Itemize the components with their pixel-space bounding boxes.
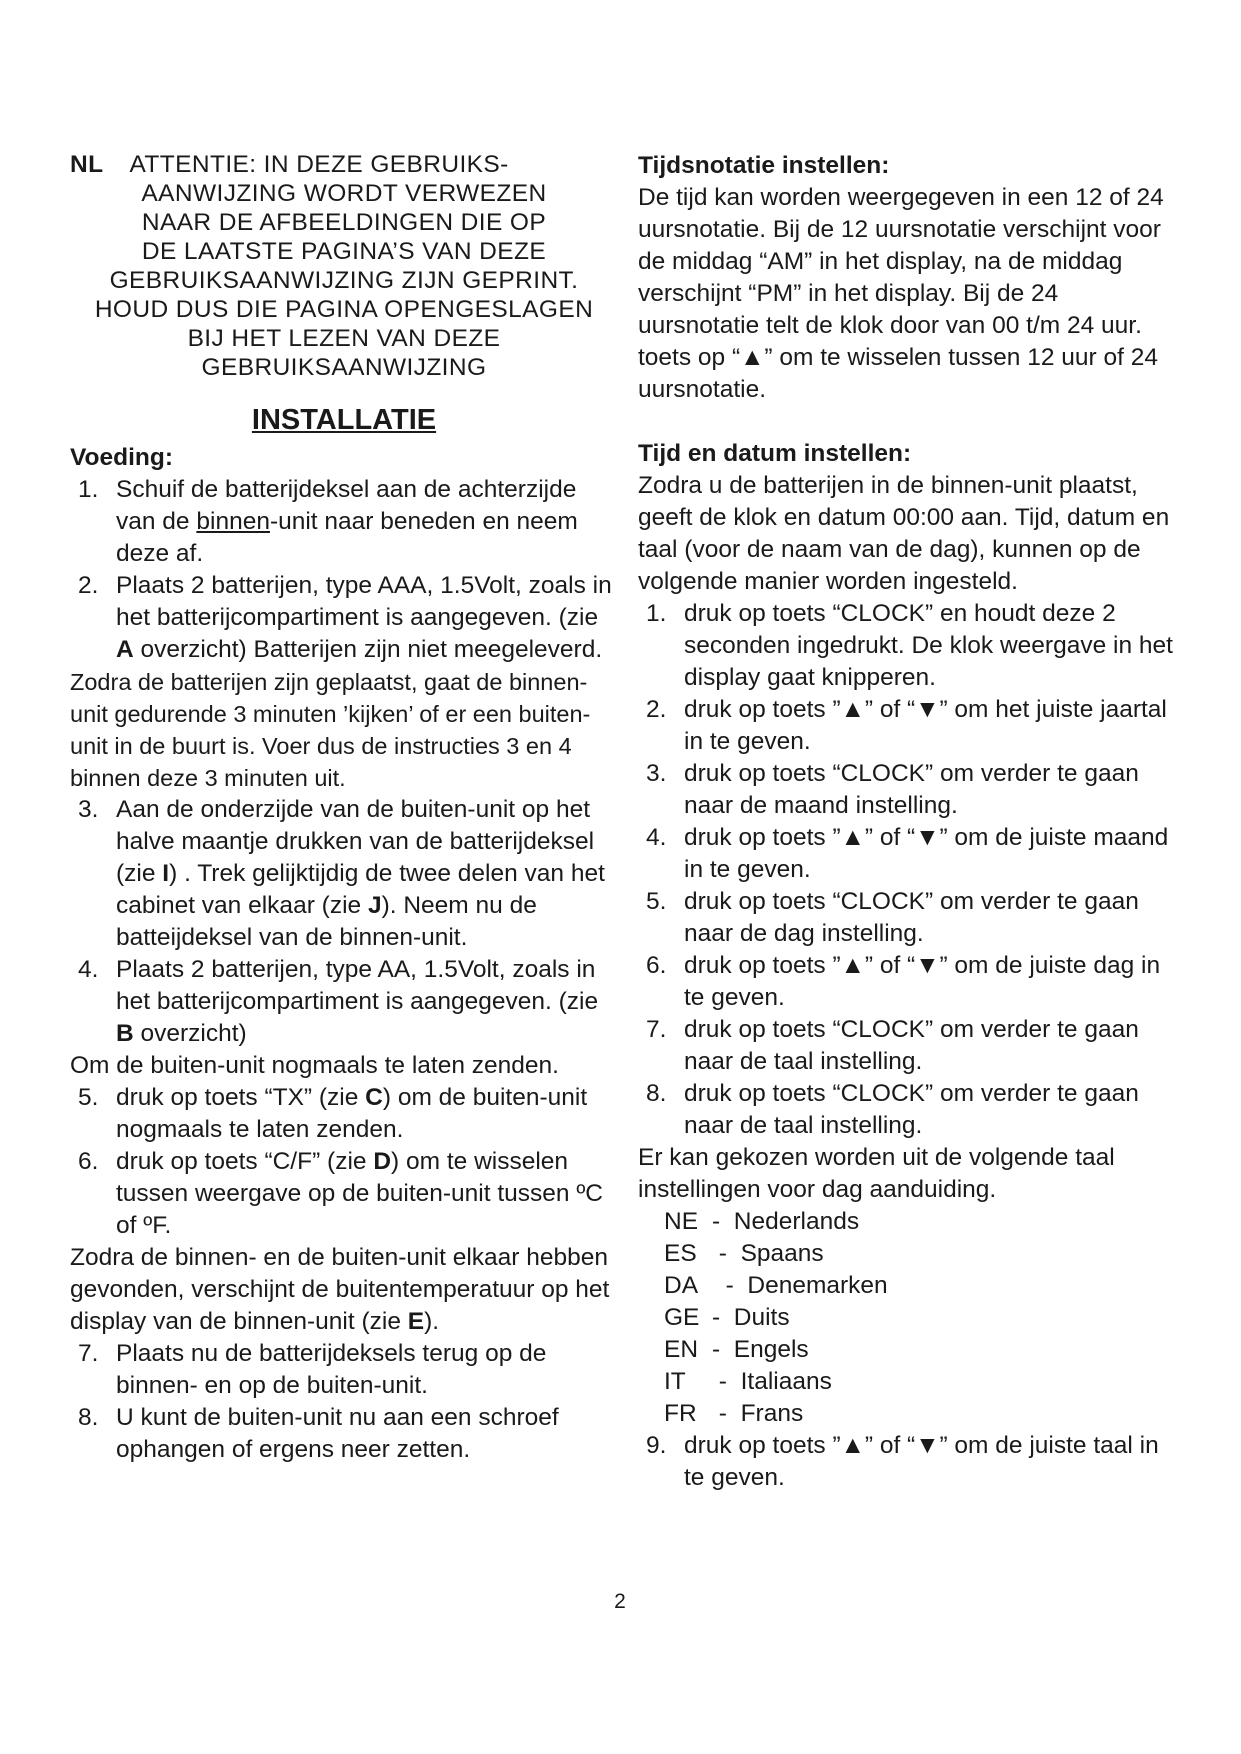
paragraph-search-outdoor: Zodra de batterijen zijn geplaatst, gaat de binnen-unit gedurende 3 minuten ’kijken’ of er een buiten-unit in de buurt is. Voer dus de instructies 3 en 4 binnen deze 3 minuten uit. <box>70 669 591 791</box>
step-number: 6. <box>646 952 667 979</box>
step-text: Plaats 2 batterijen, type AAA, 1.5Volt, zoals in het batterijcompartiment is aangegeven. (zie <box>116 572 612 631</box>
language-item <box>638 1270 1178 1302</box>
left-column <box>70 150 618 1466</box>
language-name: - Spaans <box>712 1240 824 1267</box>
clock-step-9 <box>638 1430 1178 1494</box>
step-number: 7. <box>646 1016 667 1043</box>
install-step-1 <box>70 474 618 570</box>
attention-text-1: ATTENTIE: IN DEZE GEBRUIKS- <box>129 151 509 178</box>
step-number: 7. <box>78 1340 99 1367</box>
install-step-2 <box>70 570 618 666</box>
language-intro: Er kan gekozen worden uit de volgende taal instellingen voor dag aanduiding. <box>638 1144 1115 1203</box>
step-text: druk op toets “CLOCK” om verder te gaan naar de taal instelling. <box>684 1080 1139 1139</box>
step-text: Plaats 2 batterijen, type AA, 1.5Volt, zoals in het batterijcompartiment is aangegeven. (zie <box>116 956 599 1015</box>
attention-line-1 <box>70 150 618 179</box>
step-number: 5. <box>646 888 667 915</box>
step-text: ) om de buiten-unit nogmaals te laten zenden. <box>116 1084 588 1143</box>
spacer <box>638 406 1178 438</box>
language-name: - Nederlands <box>712 1208 860 1235</box>
step-number: 2. <box>646 696 667 723</box>
step-text: druk op toets ”▲” of “▼” om het juiste jaartal in te geven. <box>684 696 1167 755</box>
language-item <box>638 1206 1178 1238</box>
install-step-8 <box>70 1402 618 1466</box>
step-number: 8. <box>78 1404 99 1431</box>
paragraph-units-found <box>70 1242 618 1338</box>
step-text: druk op toets “CLOCK” om verder te gaan naar de taal instelling. <box>684 1016 1139 1075</box>
step-text: ). Neem nu de batteijdeksel van de binnen-unit. <box>116 892 537 951</box>
time-format-text: De tijd kan worden weergegeven in een 12 of 24 uursnotatie. Bij de 12 uursnotatie verschijnt voor de middag “AM” in het display, na de middag verschijnt “PM” in het display. Bij de 24 uursnotatie telt de klok door van 00 t/m 24 uur. <box>638 184 1164 339</box>
language-code: FR <box>664 1400 697 1427</box>
figure-ref: C <box>365 1084 383 1111</box>
language-name: - Frans <box>712 1400 804 1427</box>
step-text: druk op toets ”▲” of “▼” om de juiste maand in te geven. <box>684 824 1169 883</box>
step-text: druk op toets “TX” (zie <box>116 1084 366 1111</box>
step-text: Plaats nu de batterijdeksels terug op de binnen- en op de buiten-unit. <box>116 1340 547 1399</box>
step-number: 8. <box>646 1080 667 1107</box>
step-text: -unit naar beneden en neem deze af. <box>116 508 578 567</box>
step-number: 1. <box>646 600 667 627</box>
language-name: - Italiaans <box>712 1368 832 1395</box>
attention-line-7: BIJ HET LEZEN VAN DEZE <box>187 325 501 352</box>
step-text: druk op toets ”▲” of “▼” om de juiste taal in te geven. <box>684 1432 1159 1491</box>
language-name: - Denemarken <box>712 1272 888 1299</box>
clock-step-4 <box>638 822 1178 886</box>
step-text: ) om te wisselen tussen weergave op de buiten-unit tussen ºC of ºF. <box>116 1148 603 1239</box>
attention-line-6: HOUD DUS DIE PAGINA OPENGESLAGEN <box>94 296 594 323</box>
right-column <box>638 150 1178 1494</box>
attention-line-5: GEBRUIKSAANWIJZING ZIJN GEPRINT. <box>109 267 579 294</box>
step-number: 4. <box>646 824 667 851</box>
step-text: druk op toets “CLOCK” om verder te gaan naar de maand instelling. <box>684 760 1139 819</box>
install-step-5 <box>70 1082 618 1146</box>
step-text: ) . Trek gelijktijdig de twee delen van het cabinet van elkaar (zie <box>116 860 605 919</box>
language-name: - Engels <box>712 1336 809 1363</box>
language-code: GE <box>664 1304 700 1331</box>
language-name: - Duits <box>712 1304 790 1331</box>
language-tag: NL <box>70 151 104 178</box>
install-step-7 <box>70 1338 618 1402</box>
paragraph-text: Zodra de binnen- en de buiten-unit elkaar hebben gevonden, verschijnt de buitentemperatuur op het display van de binnen-unit (zie <box>70 1244 610 1335</box>
step-number: 1. <box>78 476 99 503</box>
language-code: EN <box>664 1336 699 1363</box>
step-text: overzicht) <box>133 1020 247 1047</box>
install-step-4 <box>70 954 618 1050</box>
step-number: 3. <box>646 760 667 787</box>
attention-line-3: NAAR DE AFBEELDINGEN DIE OP <box>141 209 547 236</box>
step-number: 2. <box>78 572 99 599</box>
figure-ref: I <box>162 860 170 887</box>
step-text: druk op toets “C/F” (zie <box>116 1148 374 1175</box>
time-format-heading: Tijdsnotatie instellen: <box>638 152 890 179</box>
clock-step-6 <box>638 950 1178 1014</box>
step-number: 3. <box>78 796 99 823</box>
clock-step-3 <box>638 758 1178 822</box>
step-number: 9. <box>646 1432 667 1459</box>
step-text: U kunt de buiten-unit nu aan een schroef ophangen of ergens neer zetten. <box>116 1404 559 1463</box>
figure-ref: J <box>367 892 382 919</box>
clock-step-7 <box>638 1014 1178 1078</box>
paragraph-resend: Om de buiten-unit nogmaals te laten zenden. <box>70 1052 559 1079</box>
attention-line-8: GEBRUIKSAANWIJZING <box>201 354 487 381</box>
language-item <box>638 1366 1178 1398</box>
install-step-6 <box>70 1146 618 1242</box>
language-item <box>638 1302 1178 1334</box>
step-text: druk op toets “CLOCK” om verder te gaan naar de dag instelling. <box>684 888 1139 947</box>
clock-step-8 <box>638 1078 1178 1142</box>
step-text: Schuif de batterijdeksel aan de achterzijde van de <box>116 476 577 535</box>
attention-line-2: AANWIJZING WORDT VERWEZEN <box>141 180 547 207</box>
section-title: INSTALLATIE <box>251 404 437 436</box>
language-item <box>638 1398 1178 1430</box>
figure-ref: B <box>116 1020 134 1047</box>
clock-step-1 <box>638 598 1178 694</box>
clock-step-5 <box>638 886 1178 950</box>
install-step-3 <box>70 794 618 954</box>
page-number: 2 <box>614 1590 626 1613</box>
datetime-heading: Tijd en datum instellen: <box>638 440 912 467</box>
language-code: NE <box>664 1208 699 1235</box>
step-number: 4. <box>78 956 99 983</box>
language-item <box>638 1334 1178 1366</box>
figure-ref: E <box>407 1308 425 1335</box>
step-text: druk op toets ”▲” of “▼” om de juiste dag in te geven. <box>684 952 1161 1011</box>
language-list <box>638 1206 1178 1430</box>
step-number: 5. <box>78 1084 99 1111</box>
attention-block <box>70 150 618 382</box>
step-number: 6. <box>78 1148 99 1175</box>
figure-ref: D <box>373 1148 392 1175</box>
attention-line-4: DE LAATSTE PAGINA’S VAN DEZE <box>141 238 547 265</box>
step-text: Aan de onderzijde van de buiten-unit op het halve maantje drukken van de batterijdeksel (zie <box>116 796 595 887</box>
language-code: DA <box>664 1272 699 1299</box>
step-text: overzicht) Batterijen zijn niet meegeleverd. <box>133 636 603 663</box>
language-item <box>638 1238 1178 1270</box>
step-text: druk op toets “CLOCK” en houdt deze 2 seconden ingedrukt. De klok weergave in het display gaat knipperen. <box>684 600 1173 691</box>
language-code: IT <box>664 1368 686 1395</box>
clock-step-2 <box>638 694 1178 758</box>
step-underlined-text: binnen <box>196 508 270 535</box>
power-heading: Voeding: <box>70 444 173 471</box>
datetime-text: Zodra u de batterijen in de binnen-unit plaatst, geeft de klok en datum 00:00 aan. Tijd, datum en taal (voor de naam van de dag), kunnen op de volgende manier worden ingesteld. <box>638 472 1170 595</box>
time-format-text-2: toets op “▲” om te wisselen tussen 12 uur of 24 uursnotatie. <box>638 344 1158 403</box>
paragraph-text: ). <box>424 1308 440 1335</box>
language-code: ES <box>664 1240 697 1267</box>
figure-ref: A <box>116 636 134 663</box>
